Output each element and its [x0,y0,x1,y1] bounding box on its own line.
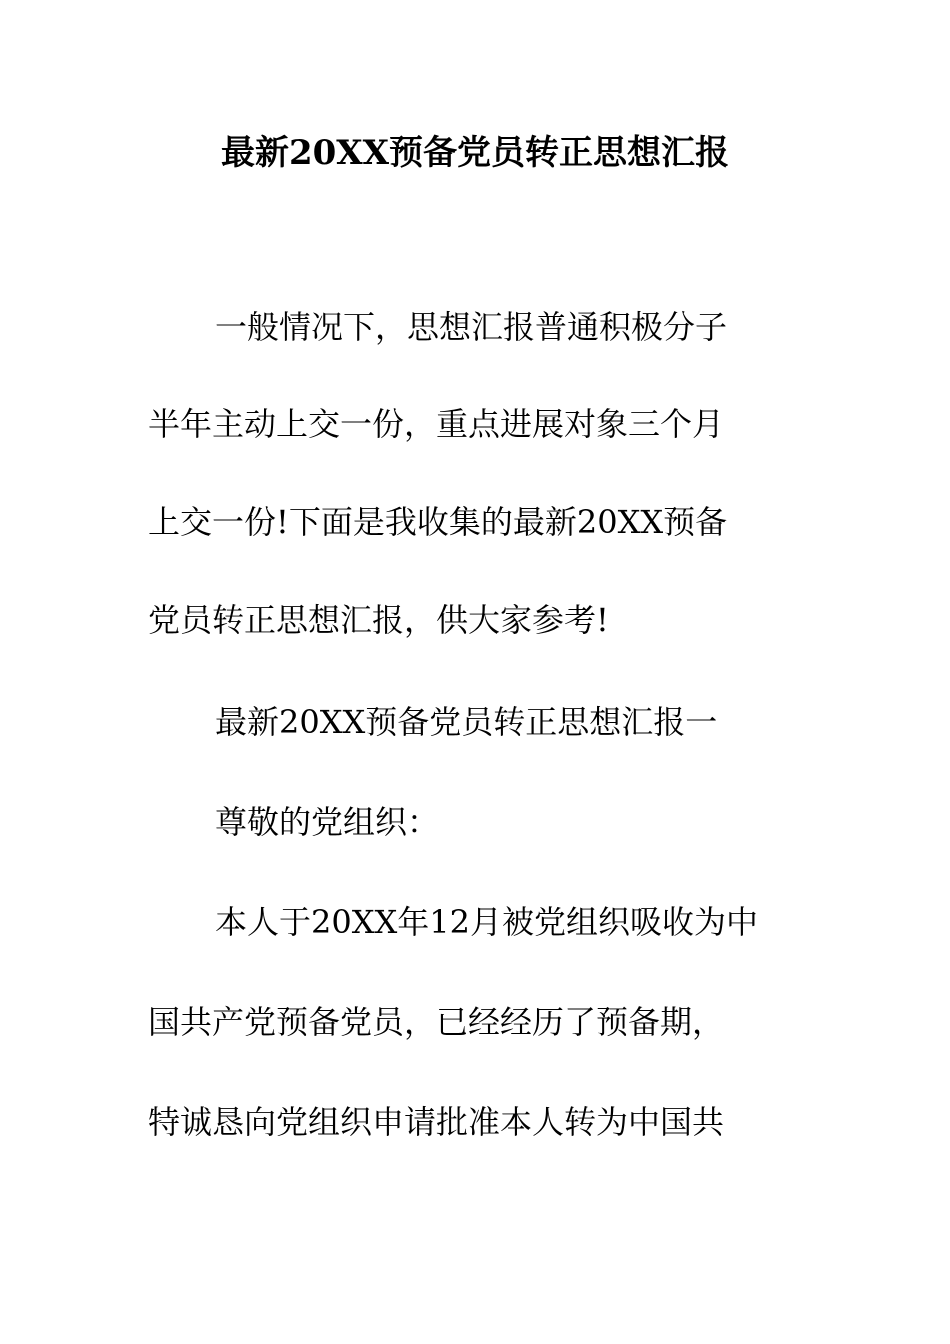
paragraph-line: 国共产党预备党员，已经经历了预备期， [148,1003,725,1041]
salutation: 尊敬的党组织： [215,803,440,841]
section-heading: 最新20XX预备党员转正思想汇报一 [215,703,718,741]
paragraph-line: 本人于20XX年12月被党组织吸收为中 [215,903,759,941]
paragraph-line: 半年主动上交一份，重点进展对象三个月 [148,405,725,443]
paragraph-line: 特诚恳向党组织申请批准本人转为中国共 [148,1103,725,1141]
paragraph-line: 党员转正思想汇报，供大家参考! [148,601,609,639]
paragraph-line: 上交一份!下面是我收集的最新20XX预备 [148,503,728,541]
document-title: 最新20XX预备党员转正思想汇报 [220,133,730,173]
paragraph-line: 一般情况下，思想汇报普通积极分子 [215,308,728,346]
